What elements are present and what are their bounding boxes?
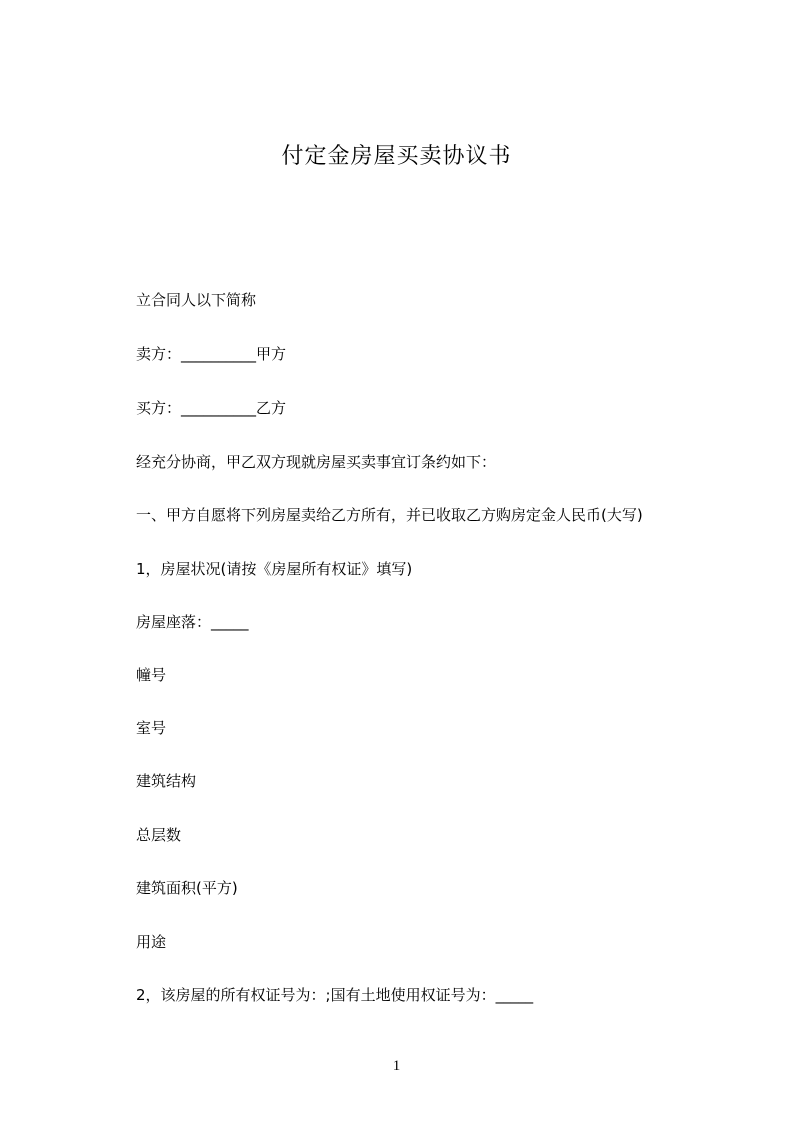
text-line-usage: 用途 [136, 933, 167, 951]
text-line-house-status: 1，房屋状况(请按《房屋所有权证》填写) [136, 560, 413, 578]
text-line-building-area: 建筑面积(平方) [136, 879, 238, 897]
text-line-building-structure: 建筑结构 [136, 772, 197, 790]
text-line-parties-intro: 立合同人以下简称 [136, 291, 257, 309]
text-line-room-number: 室号 [136, 719, 167, 737]
page-number: 1 [392, 1058, 401, 1074]
text-line-buyer: 买方：__________乙方 [136, 399, 287, 417]
text-line-certificate-numbers: 2，该房屋的所有权证号为：;国有土地使用权证号为：_____ [136, 986, 534, 1004]
text-line-seller: 卖方：__________甲方 [136, 345, 287, 363]
text-line-building-number: 幢号 [136, 666, 167, 684]
text-line-clause-1: 一、甲方自愿将下列房屋卖给乙方所有，并已收取乙方购房定金人民币(大写) [136, 506, 643, 524]
document-title: 付定金房屋买卖协议书 [281, 144, 512, 169]
text-line-house-location: 房屋座落：_____ [136, 613, 249, 631]
text-line-total-floors: 总层数 [136, 826, 182, 844]
text-line-agreement-intro: 经充分协商，甲乙双方现就房屋买卖事宜订条约如下： [136, 453, 497, 471]
